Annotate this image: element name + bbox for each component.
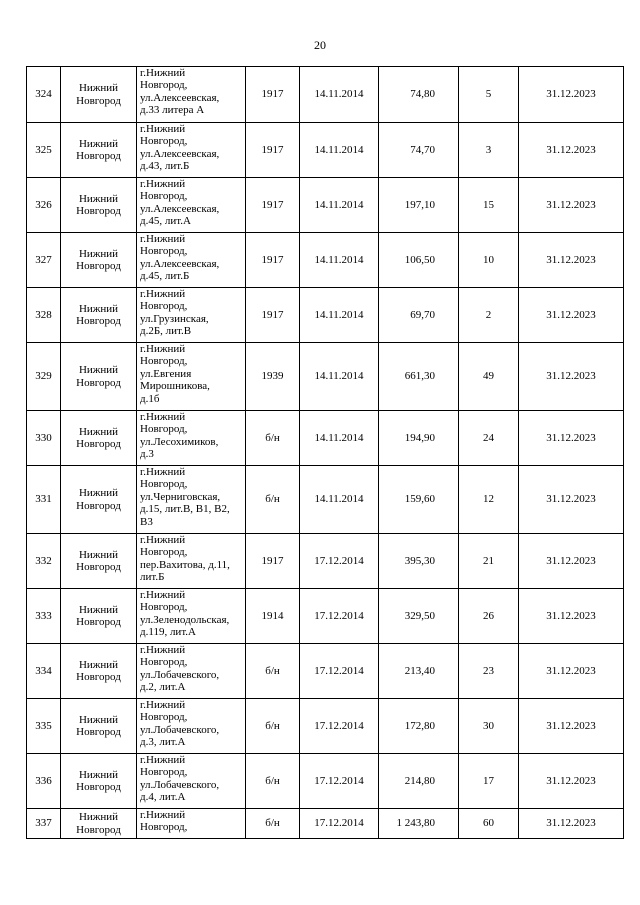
address-cell: г.Нижний Новгород, ул.Лобачевского, д.2, лит.А [137,644,246,699]
table-row [27,466,624,534]
city-cell: Нижний Новгород [61,178,137,233]
table-row [27,343,624,411]
deadline-cell: 31.12.2023 [519,644,624,699]
table-row [27,809,624,839]
table-row [27,233,624,288]
count-cell: 21 [459,534,519,589]
area-cell: 69,70 [379,288,459,343]
date-cell: 17.12.2014 [300,809,379,839]
city-cell: Нижний Новгород [61,123,137,178]
row-number: 324 [27,67,61,123]
count-cell: 49 [459,343,519,411]
table-row [27,534,624,589]
date-cell: 14.11.2014 [300,411,379,466]
address-cell: г.Нижний Новгород, ул.Черниговская, д.15, лит.В, В1, В2, В3 [137,466,246,534]
date-cell: 14.11.2014 [300,288,379,343]
deadline-cell: 31.12.2023 [519,67,624,123]
area-cell: 661,30 [379,343,459,411]
area-cell: 74,80 [379,67,459,123]
city-cell: Нижний Новгород [61,644,137,699]
address-cell: г.Нижний Новгород, ул.Лобачевского, д.4, лит.А [137,754,246,809]
area-cell: 214,80 [379,754,459,809]
table-row [27,178,624,233]
area-cell: 74,70 [379,123,459,178]
year-cell: 1917 [246,67,300,123]
row-number: 333 [27,589,61,644]
count-cell: 15 [459,178,519,233]
address-cell: г.Нижний Новгород, [137,809,246,839]
row-number: 326 [27,178,61,233]
year-cell: б/н [246,699,300,754]
table-row [27,123,624,178]
date-cell: 14.11.2014 [300,123,379,178]
year-cell: 1914 [246,589,300,644]
deadline-cell: 31.12.2023 [519,699,624,754]
address-cell: г.Нижний Новгород, ул.Евгения Мирошникова, д.1б [137,343,246,411]
row-number: 334 [27,644,61,699]
deadline-cell: 31.12.2023 [519,589,624,644]
city-cell: Нижний Новгород [61,288,137,343]
date-cell: 14.11.2014 [300,343,379,411]
area-cell: 106,50 [379,233,459,288]
table-row [27,67,624,123]
row-number: 327 [27,233,61,288]
count-cell: 3 [459,123,519,178]
date-cell: 17.12.2014 [300,754,379,809]
table-row [27,288,624,343]
count-cell: 23 [459,644,519,699]
city-cell: Нижний Новгород [61,233,137,288]
year-cell: 1917 [246,288,300,343]
count-cell: 5 [459,67,519,123]
count-cell: 12 [459,466,519,534]
address-cell: г.Нижний Новгород, ул.Алексеевская, д.43, лит.Б [137,123,246,178]
date-cell: 14.11.2014 [300,67,379,123]
date-cell: 14.11.2014 [300,233,379,288]
deadline-cell: 31.12.2023 [519,754,624,809]
count-cell: 30 [459,699,519,754]
deadline-cell: 31.12.2023 [519,288,624,343]
area-cell: 194,90 [379,411,459,466]
count-cell: 24 [459,411,519,466]
row-number: 337 [27,809,61,839]
row-number: 330 [27,411,61,466]
address-cell: г.Нижний Новгород, ул.Лобачевского, д.3, лит.А [137,699,246,754]
deadline-cell: 31.12.2023 [519,411,624,466]
table-row [27,699,624,754]
area-cell: 159,60 [379,466,459,534]
table-body [27,67,624,839]
row-number: 331 [27,466,61,534]
city-cell: Нижний Новгород [61,466,137,534]
date-cell: 14.11.2014 [300,466,379,534]
date-cell: 17.12.2014 [300,644,379,699]
table-row [27,644,624,699]
housing-table [26,66,624,839]
year-cell: б/н [246,754,300,809]
address-cell: г.Нижний Новгород, ул.Зеленодольская, д.119, лит.А [137,589,246,644]
area-cell: 395,30 [379,534,459,589]
address-cell: г.Нижний Новгород, ул.Алексеевская, д.45, лит.А [137,178,246,233]
address-cell: г.Нижний Новгород, пер.Вахитова, д.11, лит.Б [137,534,246,589]
count-cell: 10 [459,233,519,288]
deadline-cell: 31.12.2023 [519,809,624,839]
date-cell: 17.12.2014 [300,699,379,754]
area-cell: 197,10 [379,178,459,233]
table-row [27,411,624,466]
city-cell: Нижний Новгород [61,343,137,411]
table-row [27,754,624,809]
year-cell: б/н [246,644,300,699]
area-cell: 329,50 [379,589,459,644]
table-row [27,589,624,644]
city-cell: Нижний Новгород [61,754,137,809]
year-cell: 1917 [246,123,300,178]
row-number: 325 [27,123,61,178]
row-number: 336 [27,754,61,809]
city-cell: Нижний Новгород [61,411,137,466]
count-cell: 2 [459,288,519,343]
row-number: 329 [27,343,61,411]
date-cell: 17.12.2014 [300,589,379,644]
count-cell: 60 [459,809,519,839]
deadline-cell: 31.12.2023 [519,123,624,178]
year-cell: 1917 [246,233,300,288]
count-cell: 26 [459,589,519,644]
year-cell: б/н [246,411,300,466]
year-cell: б/н [246,809,300,839]
city-cell: Нижний Новгород [61,67,137,123]
city-cell: Нижний Новгород [61,534,137,589]
row-number: 332 [27,534,61,589]
deadline-cell: 31.12.2023 [519,466,624,534]
year-cell: 1917 [246,178,300,233]
address-cell: г.Нижний Новгород, ул.Алексеевская, д.33 литера А [137,67,246,123]
date-cell: 17.12.2014 [300,534,379,589]
count-cell: 17 [459,754,519,809]
deadline-cell: 31.12.2023 [519,233,624,288]
address-cell: г.Нижний Новгород, ул.Лесохимиков, д.3 [137,411,246,466]
address-cell: г.Нижний Новгород, ул.Грузинская, д.2Б, лит.В [137,288,246,343]
area-cell: 213,40 [379,644,459,699]
deadline-cell: 31.12.2023 [519,343,624,411]
year-cell: б/н [246,466,300,534]
area-cell: 1 243,80 [379,809,459,839]
date-cell: 14.11.2014 [300,178,379,233]
area-cell: 172,80 [379,699,459,754]
row-number: 328 [27,288,61,343]
city-cell: Нижний Новгород [61,589,137,644]
city-cell: Нижний Новгород [61,809,137,839]
year-cell: 1939 [246,343,300,411]
city-cell: Нижний Новгород [61,699,137,754]
address-cell: г.Нижний Новгород, ул.Алексеевская, д.45, лит.Б [137,233,246,288]
deadline-cell: 31.12.2023 [519,534,624,589]
row-number: 335 [27,699,61,754]
deadline-cell: 31.12.2023 [519,178,624,233]
year-cell: 1917 [246,534,300,589]
page-number: 20 [314,38,326,52]
